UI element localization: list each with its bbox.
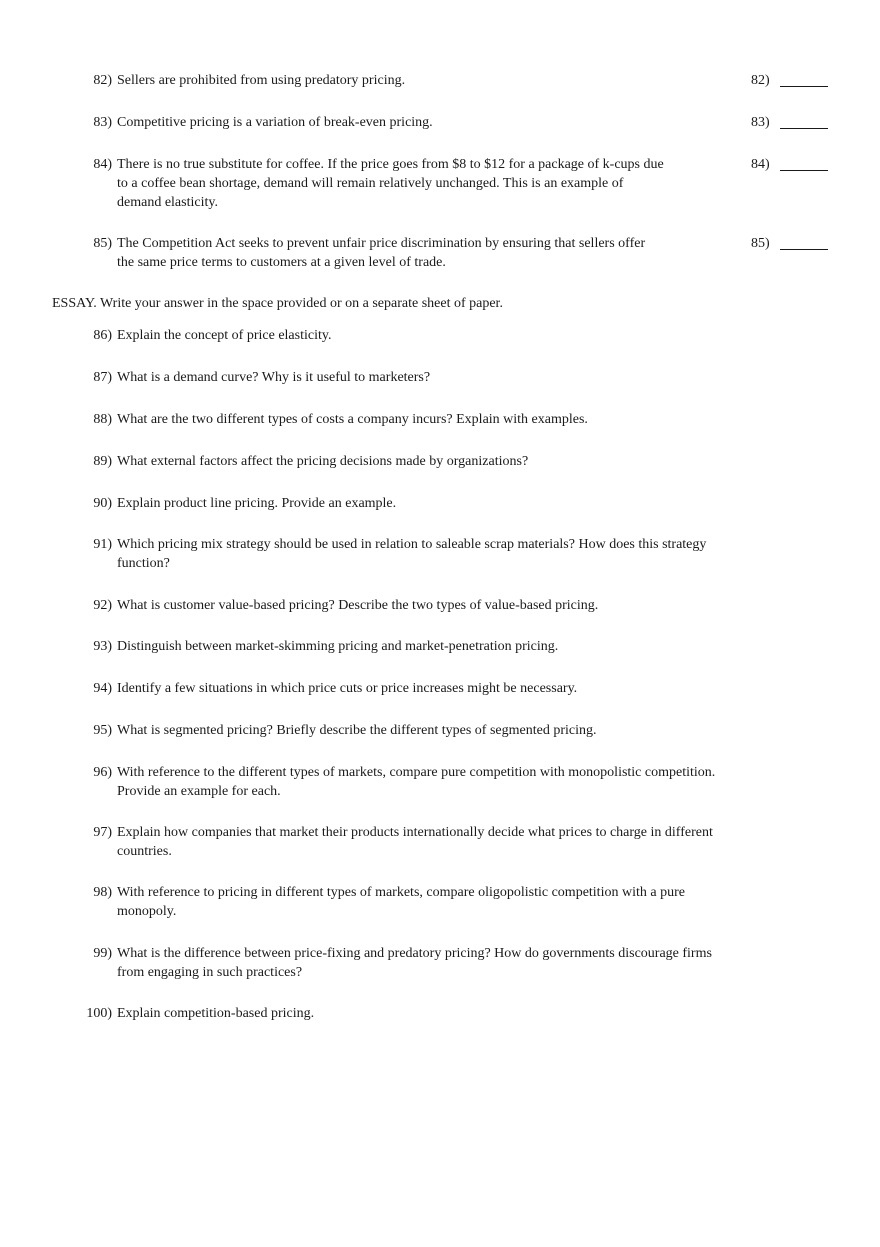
question-text: Identify a few situations in which price cuts or price increases might be necessary. xyxy=(117,681,578,696)
question-text: Explain the concept of price elasticity. xyxy=(117,328,332,343)
question-number: 92) xyxy=(93,598,112,613)
question-text: Sellers are prohibited from using predatory pricing. xyxy=(117,73,406,88)
question-number: 99) xyxy=(93,946,112,961)
question-text: Explain how companies that market their products internationally decide what prices to charge in different countries. xyxy=(117,825,713,859)
essay-section-heading: ESSAY. Write your answer in the space provided or on a separate sheet of paper. xyxy=(52,296,503,311)
question-text: What is segmented pricing? Briefly describe the different types of segmented pricing. xyxy=(117,723,597,738)
question-text: Distinguish between market-skimming pricing and market-penetration pricing. xyxy=(117,639,559,654)
question-number: 97) xyxy=(93,825,112,840)
question-number: 89) xyxy=(93,454,112,469)
question-number: 91) xyxy=(93,537,112,552)
question-text: What are the two different types of costs a company incurs? Explain with examples. xyxy=(117,412,588,427)
question-number: 95) xyxy=(93,723,112,738)
answer-blank[interactable] xyxy=(780,249,828,250)
question-number: 90) xyxy=(93,496,112,511)
question-number: 100) xyxy=(86,1006,112,1021)
question-text: With reference to the different types of markets, compare pure competition with monopolistic competition. Provide an example for each. xyxy=(117,765,716,799)
question-text: What is customer value-based pricing? Describe the two types of value-based pricing. xyxy=(117,598,599,613)
question-text: There is no true substitute for coffee. If the price goes from $8 to $12 for a package of k-cups due to a coffee bean shortage, demand will remain relatively unchanged. This is an example of demand elasticity. xyxy=(117,157,664,210)
question-text: With reference to pricing in different types of markets, compare oligopolistic competition with a pure monopoly. xyxy=(117,885,685,919)
question-number: 93) xyxy=(93,639,112,654)
question-number: 96) xyxy=(93,765,112,780)
answer-label: 82) xyxy=(751,73,770,88)
answer-label: 84) xyxy=(751,157,770,172)
question-text: What external factors affect the pricing decisions made by organizations? xyxy=(117,454,529,469)
question-number: 83) xyxy=(93,115,112,130)
question-number: 85) xyxy=(93,236,112,251)
question-number: 88) xyxy=(93,412,112,427)
question-number: 82) xyxy=(93,73,112,88)
question-text: What is a demand curve? Why is it useful to marketers? xyxy=(117,370,431,385)
answer-blank[interactable] xyxy=(780,170,828,171)
answer-blank[interactable] xyxy=(780,128,828,129)
question-number: 87) xyxy=(93,370,112,385)
answer-label: 83) xyxy=(751,115,770,130)
question-number: 94) xyxy=(93,681,112,696)
question-number: 98) xyxy=(93,885,112,900)
answer-blank[interactable] xyxy=(780,86,828,87)
question-text: Explain product line pricing. Provide an example. xyxy=(117,496,397,511)
question-text: Which pricing mix strategy should be used in relation to saleable scrap materials? How does this strategy function? xyxy=(117,537,707,571)
question-number: 84) xyxy=(93,157,112,172)
question-number: 86) xyxy=(93,328,112,343)
question-text: Explain competition-based pricing. xyxy=(117,1006,315,1021)
question-text: What is the difference between price-fixing and predatory pricing? How do governments discourage firms from engaging in such practices? xyxy=(117,946,712,980)
question-text: The Competition Act seeks to prevent unfair price discrimination by ensuring that sellers offer the same price terms to customers at a given level of trade. xyxy=(117,236,646,270)
answer-label: 85) xyxy=(751,236,770,251)
question-text: Competitive pricing is a variation of break-even pricing. xyxy=(117,115,433,130)
